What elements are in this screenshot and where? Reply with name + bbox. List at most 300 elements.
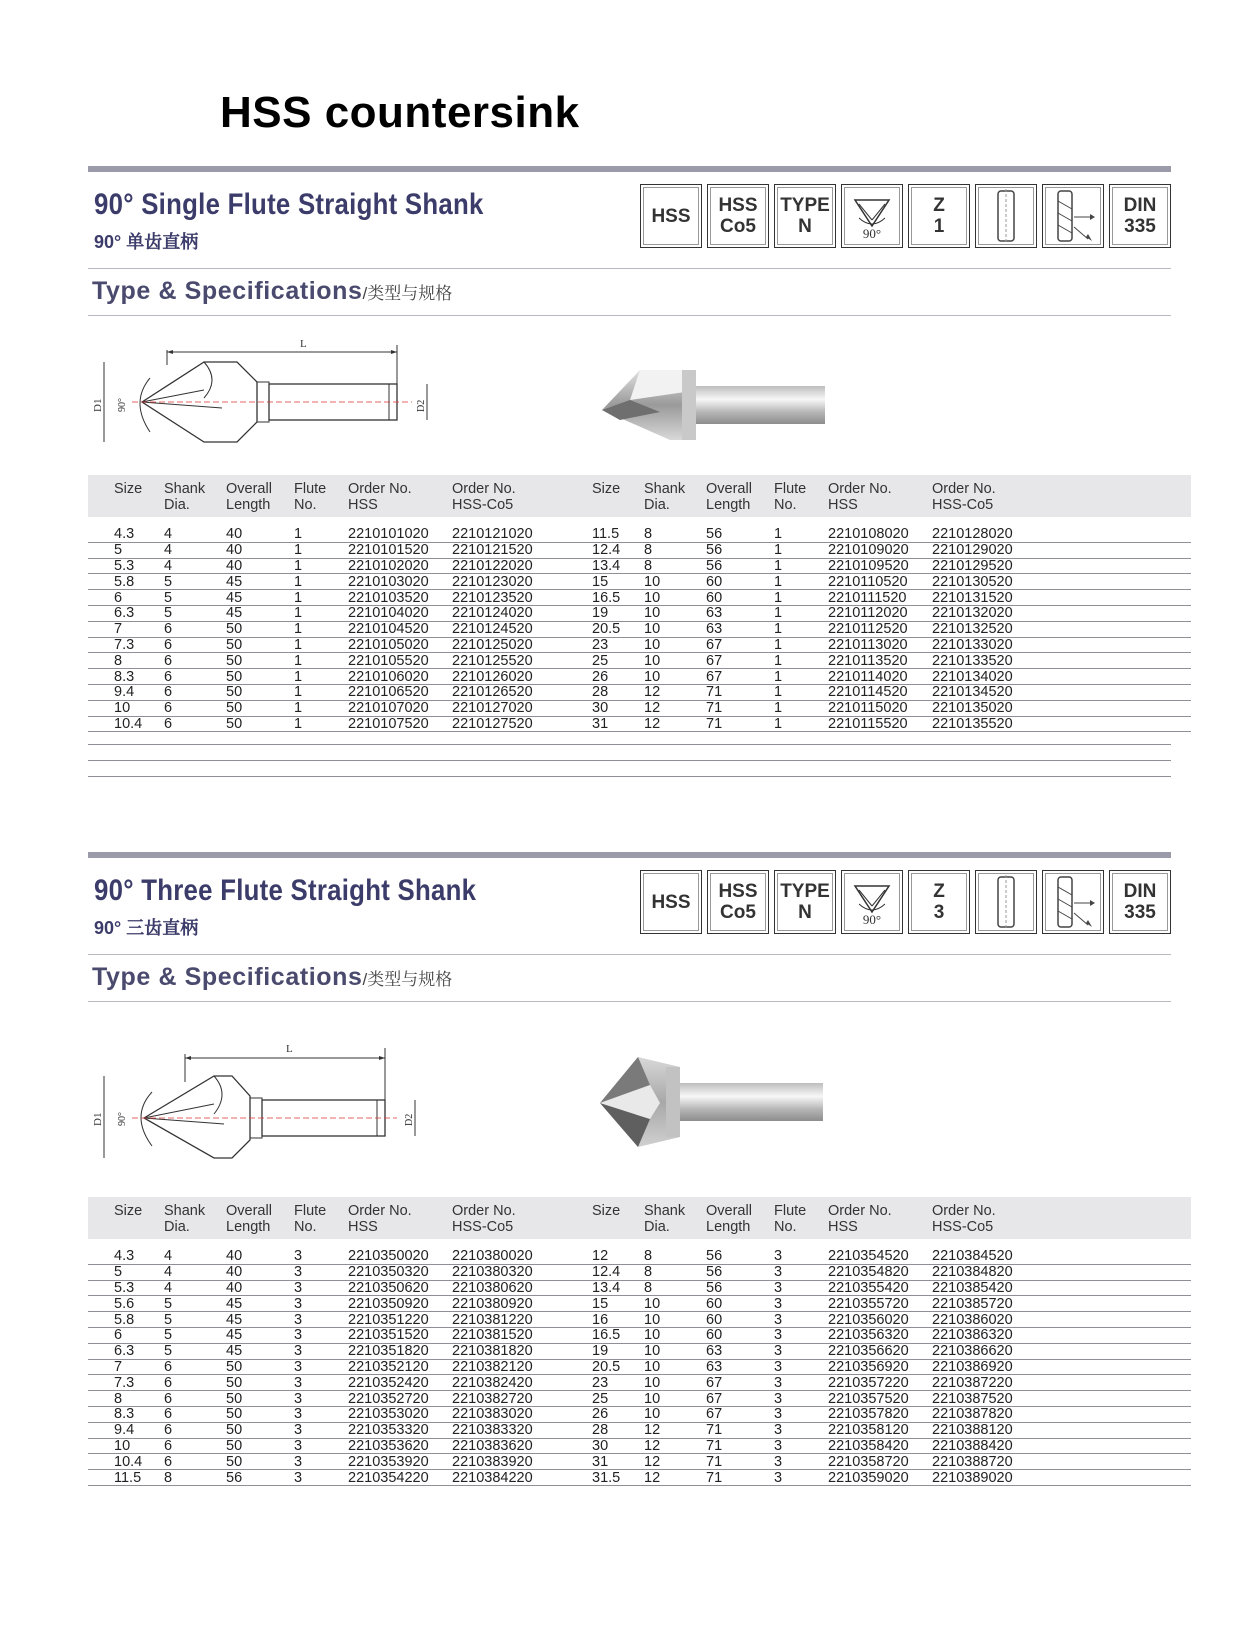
table-cell: 10: [644, 1327, 706, 1343]
table-cell: 4.3: [114, 1249, 164, 1264]
table-cell: 2210105520: [348, 653, 452, 669]
row-indent: [88, 700, 114, 716]
table-cell: 56: [226, 1470, 294, 1486]
section-header: [88, 858, 1171, 955]
table-row: [88, 653, 1191, 669]
table-cell: 3: [774, 1438, 828, 1454]
angle-label: 90°: [117, 1112, 128, 1126]
table-row: [88, 637, 1191, 653]
table-cell: 8: [114, 1391, 164, 1407]
spec-title: Type & Specifications/类型与规格: [92, 277, 453, 305]
table-row: [88, 1391, 1191, 1407]
table-cell: 4: [164, 1249, 226, 1264]
table-row: [88, 605, 1191, 621]
table-cell: 5: [164, 590, 226, 606]
table-cell: 10: [644, 1312, 706, 1328]
table-cell: 2210355720: [828, 1296, 932, 1312]
row-indent: [88, 542, 114, 558]
table-cell: 2210115520: [828, 716, 932, 732]
table-cell: 2210386920: [932, 1359, 1191, 1375]
row-indent: [88, 1312, 114, 1328]
table-cell: 1: [774, 700, 828, 716]
table-cell: 6: [164, 700, 226, 716]
feature-icons: [640, 870, 1171, 934]
table-body: [88, 1239, 1191, 1485]
table-cell: 12.4: [592, 1264, 644, 1280]
row-indent: [88, 1470, 114, 1486]
table-cell: 2210121520: [452, 542, 592, 558]
row-indent: [88, 1296, 114, 1312]
table-cell: 2210133520: [932, 653, 1191, 669]
table-cell: 2210129020: [932, 542, 1191, 558]
table-row: [88, 669, 1191, 685]
table-cell: 12: [644, 684, 706, 700]
table-cell: 5.6: [114, 1296, 164, 1312]
table-cell: 2210106020: [348, 669, 452, 685]
table-cell: 2210354220: [348, 1470, 452, 1486]
table-cell: 67: [706, 1391, 774, 1407]
table-cell: 40: [226, 542, 294, 558]
din-335-badge: DIN 335: [1109, 184, 1171, 248]
col-flute: Flute No.: [294, 1203, 327, 1235]
table-cell: 2210105020: [348, 637, 452, 653]
table-cell: 23: [592, 637, 644, 653]
table-row: [88, 1249, 1191, 1264]
table-cell: 23: [592, 1375, 644, 1391]
table-cell: 2210134020: [932, 669, 1191, 685]
table-cell: 12.4: [592, 542, 644, 558]
table-cell: 1: [774, 605, 828, 621]
angle-label: 90°: [117, 398, 128, 412]
table-cell: 71: [706, 1422, 774, 1438]
table-cell: 60: [706, 574, 774, 590]
table-cell: 28: [592, 1422, 644, 1438]
table-cell: 56: [706, 527, 774, 542]
table-cell: 12: [644, 1422, 706, 1438]
row-indent: [88, 684, 114, 700]
table-cell: 10: [644, 590, 706, 606]
table-cell: 3: [294, 1359, 348, 1375]
table-cell: 67: [706, 669, 774, 685]
table-cell: 2210353320: [348, 1422, 452, 1438]
table-cell: 10: [644, 653, 706, 669]
table-cell: 40: [226, 1264, 294, 1280]
table-cell: 2210125520: [452, 653, 592, 669]
table-cell: 5: [164, 1296, 226, 1312]
table-cell: 2210124020: [452, 605, 592, 621]
table-cell: 1: [774, 574, 828, 590]
table-cell: 63: [706, 1343, 774, 1359]
col-size: Size: [592, 481, 621, 497]
table-cell: 60: [706, 1327, 774, 1343]
row-indent: [88, 1391, 114, 1407]
table-cell: 2210125020: [452, 637, 592, 653]
table-cell: 63: [706, 1359, 774, 1375]
table-cell: 2210106520: [348, 684, 452, 700]
table-cell: 10: [644, 1406, 706, 1422]
table-cell: 3: [294, 1280, 348, 1296]
row-indent: [88, 1264, 114, 1280]
table-cell: 2210113520: [828, 653, 932, 669]
table-cell: 2210380920: [452, 1296, 592, 1312]
table-cell: 25: [592, 653, 644, 669]
table-cell: 2210386020: [932, 1312, 1191, 1328]
table-cell: 2210114020: [828, 669, 932, 685]
table-cell: 20.5: [592, 1359, 644, 1375]
table-cell: 45: [226, 1327, 294, 1343]
table-cell: 1: [774, 621, 828, 637]
table-cell: 2210112520: [828, 621, 932, 637]
col-flute: Flute No.: [774, 481, 807, 513]
table-cell: 50: [226, 1406, 294, 1422]
table-cell: 10: [644, 637, 706, 653]
table-cell: 10: [644, 621, 706, 637]
row-indent: [88, 1406, 114, 1422]
col-order-co5: Order No. HSS-Co5: [452, 1203, 516, 1235]
table-cell: 3: [294, 1264, 348, 1280]
table-cell: 1: [774, 716, 828, 732]
table-cell: 6: [164, 1391, 226, 1407]
table-cell: 1: [294, 621, 348, 637]
table-row: [88, 1296, 1191, 1312]
row-indent: [88, 1359, 114, 1375]
table-cell: 40: [226, 527, 294, 542]
table-cell: 10: [644, 1343, 706, 1359]
table-cell: 2210353020: [348, 1406, 452, 1422]
table-cell: 20.5: [592, 621, 644, 637]
table-cell: 1: [294, 527, 348, 542]
table-cell: 1: [774, 590, 828, 606]
table-cell: 10: [644, 1375, 706, 1391]
table-spacer: [88, 1239, 1191, 1249]
table-cell: 6: [164, 716, 226, 732]
table-cell: 2210110520: [828, 574, 932, 590]
col-size: Size: [114, 481, 143, 497]
row-indent: [88, 1249, 114, 1264]
table-cell: 13.4: [592, 1280, 644, 1296]
table-cell: 4: [164, 558, 226, 574]
table-row: [88, 700, 1191, 716]
type-n-badge: TYPE N: [774, 184, 836, 248]
angle-90-icon: 90°: [841, 870, 903, 934]
table-cell: 2210135520: [932, 716, 1191, 732]
table-cell: 1: [774, 527, 828, 542]
table-cell: 10: [644, 1391, 706, 1407]
table-cell: 3: [294, 1438, 348, 1454]
table-cell: 10: [644, 1359, 706, 1375]
table-cell: 6.3: [114, 1343, 164, 1359]
technical-drawing: [92, 340, 442, 450]
table-cell: 50: [226, 1438, 294, 1454]
table-cell: 8: [644, 527, 706, 542]
table-cell: 6: [164, 1359, 226, 1375]
length-label: L: [300, 340, 307, 350]
table-row: [88, 542, 1191, 558]
table-cell: 40: [226, 558, 294, 574]
table-cell: 25: [592, 1391, 644, 1407]
table-cell: 8: [644, 1264, 706, 1280]
table-cell: 71: [706, 716, 774, 732]
table-row: [88, 574, 1191, 590]
table-cell: 45: [226, 605, 294, 621]
table-cell: 12: [592, 1249, 644, 1264]
spec-title-row: [88, 955, 1171, 1002]
table-cell: 3: [774, 1280, 828, 1296]
technical-drawing: [92, 1042, 442, 1162]
table-cell: 2210358420: [828, 1438, 932, 1454]
table-cell: 1: [294, 684, 348, 700]
table-cell: 2210123520: [452, 590, 592, 606]
table-cell: 2210126520: [452, 684, 592, 700]
table-cell: 2210356920: [828, 1359, 932, 1375]
table-row: [88, 1327, 1191, 1343]
table-cell: 2210111520: [828, 590, 932, 606]
table-cell: 50: [226, 1359, 294, 1375]
table-cell: 2210380320: [452, 1264, 592, 1280]
table-cell: 9.4: [114, 684, 164, 700]
table-cell: 10: [114, 700, 164, 716]
table-cell: 2210356020: [828, 1312, 932, 1328]
feature-icons: [640, 184, 1171, 248]
table-cell: 4: [164, 542, 226, 558]
table-cell: 2210350320: [348, 1264, 452, 1280]
table-row: [88, 1280, 1191, 1296]
table-cell: 3: [294, 1391, 348, 1407]
table-row: [88, 1438, 1191, 1454]
table-cell: 71: [706, 1438, 774, 1454]
table-cell: 2210383920: [452, 1454, 592, 1470]
table-cell: 8: [114, 653, 164, 669]
table-cell: 50: [226, 621, 294, 637]
table-cell: 10.4: [114, 716, 164, 732]
table-cell: 2210134520: [932, 684, 1191, 700]
table-row: [88, 1312, 1191, 1328]
table-cell: 71: [706, 700, 774, 716]
table-cell: 56: [706, 558, 774, 574]
table-cell: 45: [226, 1312, 294, 1328]
table-cell: 2210388720: [932, 1454, 1191, 1470]
section-heading: 90° Single Flute Straight Shank: [94, 188, 484, 221]
table-cell: 2210359020: [828, 1470, 932, 1486]
table-cell: 3: [774, 1359, 828, 1375]
table-cell: 2210382720: [452, 1391, 592, 1407]
table-cell: 3: [774, 1375, 828, 1391]
table-cell: 3: [294, 1406, 348, 1422]
table-header-row: [88, 1197, 1191, 1239]
col-order-hss: Order No. HSS: [348, 1203, 412, 1235]
table-cell: 45: [226, 1296, 294, 1312]
table-cell: 2210352120: [348, 1359, 452, 1375]
row-indent: [88, 558, 114, 574]
table-cell: 2210124520: [452, 621, 592, 637]
table-cell: 2210351520: [348, 1327, 452, 1343]
table-cell: 3: [294, 1312, 348, 1328]
table-cell: 7.3: [114, 1375, 164, 1391]
col-order-co5: Order No. HSS-Co5: [452, 481, 516, 513]
table-cell: 2210350920: [348, 1296, 452, 1312]
table-cell: 40: [226, 1280, 294, 1296]
table-cell: 2210388420: [932, 1438, 1191, 1454]
table-cell: 2210384220: [452, 1470, 592, 1486]
table-cell: 2210103020: [348, 574, 452, 590]
table-cell: 2210354520: [828, 1249, 932, 1264]
col-overall: Overall Length: [226, 1203, 272, 1235]
table-cell: 50: [226, 1375, 294, 1391]
table-cell: 5.8: [114, 574, 164, 590]
angle-90-icon: 90°: [841, 184, 903, 248]
table-cell: 6: [164, 621, 226, 637]
col-shank: Shank Dia.: [644, 1203, 686, 1235]
table-cell: 5: [164, 1327, 226, 1343]
table-row: [88, 558, 1191, 574]
table-cell: 2210112020: [828, 605, 932, 621]
row-indent: [88, 574, 114, 590]
table-cell: 4.3: [114, 527, 164, 542]
table-cell: 31: [592, 716, 644, 732]
d1-label: D1: [92, 1112, 104, 1126]
table-cell: 1: [774, 684, 828, 700]
table-cell: 67: [706, 1375, 774, 1391]
table-cell: 71: [706, 1470, 774, 1486]
table-cell: 2210131520: [932, 590, 1191, 606]
table-cell: 56: [706, 1249, 774, 1264]
table-cell: 50: [226, 669, 294, 685]
table-cell: 3: [294, 1296, 348, 1312]
col-order-co5: Order No. HSS-Co5: [932, 1203, 996, 1235]
section-heading-cn: 90° 单齿直柄: [94, 232, 199, 252]
table-cell: 3: [774, 1249, 828, 1264]
table-cell: 45: [226, 1343, 294, 1359]
table-cell: 1: [294, 605, 348, 621]
row-indent: [88, 590, 114, 606]
table-cell: 31: [592, 1454, 644, 1470]
table-cell: 1: [774, 637, 828, 653]
table-row: [88, 590, 1191, 606]
table-spacer: [88, 517, 1191, 527]
table-cell: 4: [164, 1280, 226, 1296]
length-label: L: [286, 1043, 293, 1055]
table-cell: 63: [706, 605, 774, 621]
d2-label: D2: [404, 1113, 415, 1126]
table-cell: 2210381520: [452, 1327, 592, 1343]
section-three-flute: [88, 852, 1171, 1002]
table-row: [88, 1470, 1191, 1486]
table-cell: 2210129520: [932, 558, 1191, 574]
table-cell: 10: [644, 1296, 706, 1312]
table-cell: 50: [226, 1391, 294, 1407]
section-header: [88, 172, 1171, 269]
table-cell: 2210127520: [452, 716, 592, 732]
table-cell: 8: [644, 1280, 706, 1296]
table-cell: 2210109020: [828, 542, 932, 558]
table-cell: 2210380020: [452, 1249, 592, 1264]
table-cell: 6: [164, 1438, 226, 1454]
cutting-direction-icon: [1042, 184, 1104, 248]
table-cell: 5: [114, 542, 164, 558]
table-cell: 1: [294, 542, 348, 558]
table-cell: 1: [294, 716, 348, 732]
table-cell: 2210386620: [932, 1343, 1191, 1359]
product-photo-single-flute: [600, 362, 835, 452]
table-cell: 8: [644, 558, 706, 574]
table-cell: 16: [592, 1312, 644, 1328]
table-cell: 2210353920: [348, 1454, 452, 1470]
table-cell: 13.4: [592, 558, 644, 574]
table-cell: 6: [164, 653, 226, 669]
table-cell: 2210108020: [828, 527, 932, 542]
table-cell: 3: [294, 1454, 348, 1470]
table-cell: 10: [644, 669, 706, 685]
table-cell: 3: [774, 1264, 828, 1280]
col-overall: Overall Length: [706, 481, 752, 513]
table-cell: 3: [774, 1343, 828, 1359]
table-cell: 45: [226, 590, 294, 606]
table-cell: 7: [114, 1359, 164, 1375]
table-cell: 2210101520: [348, 542, 452, 558]
table-cell: 6: [164, 669, 226, 685]
table-cell: 31.5: [592, 1470, 644, 1486]
row-indent: [88, 621, 114, 637]
table-cell: 2210115020: [828, 700, 932, 716]
table-cell: 2210135020: [932, 700, 1191, 716]
table-cell: 2210356320: [828, 1327, 932, 1343]
table-cell: 2210380620: [452, 1280, 592, 1296]
table-cell: 2210350620: [348, 1280, 452, 1296]
table-cell: 2210381220: [452, 1312, 592, 1328]
table-cell: 2210356620: [828, 1343, 932, 1359]
table-cell: 67: [706, 637, 774, 653]
table-row: [88, 621, 1191, 637]
row-indent: [88, 605, 114, 621]
table-cell: 6: [164, 1454, 226, 1470]
table-cell: 12: [644, 700, 706, 716]
col-size: Size: [114, 1203, 143, 1219]
table-cell: 2210381820: [452, 1343, 592, 1359]
table-cell: 3: [774, 1312, 828, 1328]
table-cell: 2210132020: [932, 605, 1191, 621]
table-row: [88, 684, 1191, 700]
table-cell: 3: [774, 1470, 828, 1486]
table-cell: 63: [706, 621, 774, 637]
table-cell: 8.3: [114, 669, 164, 685]
table-cell: 50: [226, 716, 294, 732]
table-cell: 8: [164, 1470, 226, 1486]
table-cell: 2210104020: [348, 605, 452, 621]
table-cell: 4: [164, 1264, 226, 1280]
table-cell: 2210357220: [828, 1375, 932, 1391]
table-cell: 11.5: [114, 1470, 164, 1486]
table-cell: 2210385420: [932, 1280, 1191, 1296]
table-cell: 2210102020: [348, 558, 452, 574]
table-cell: 50: [226, 684, 294, 700]
section-heading-cn: 90° 三齿直柄: [94, 918, 199, 938]
table-cell: 56: [706, 1264, 774, 1280]
din-335-badge: DIN 335: [1109, 870, 1171, 934]
table-cell: 2210130520: [932, 574, 1191, 590]
table-cell: 1: [294, 590, 348, 606]
table-cell: 2210351820: [348, 1343, 452, 1359]
row-indent: [88, 1438, 114, 1454]
table-row: [88, 1406, 1191, 1422]
row-indent: [88, 1422, 114, 1438]
table-cell: 3: [774, 1296, 828, 1312]
row-indent: [88, 653, 114, 669]
row-indent: [88, 1375, 114, 1391]
table-cell: 40: [226, 1249, 294, 1264]
empty-rows: [88, 729, 1171, 777]
table-cell: 56: [706, 1280, 774, 1296]
table-cell: 2210352420: [348, 1375, 452, 1391]
